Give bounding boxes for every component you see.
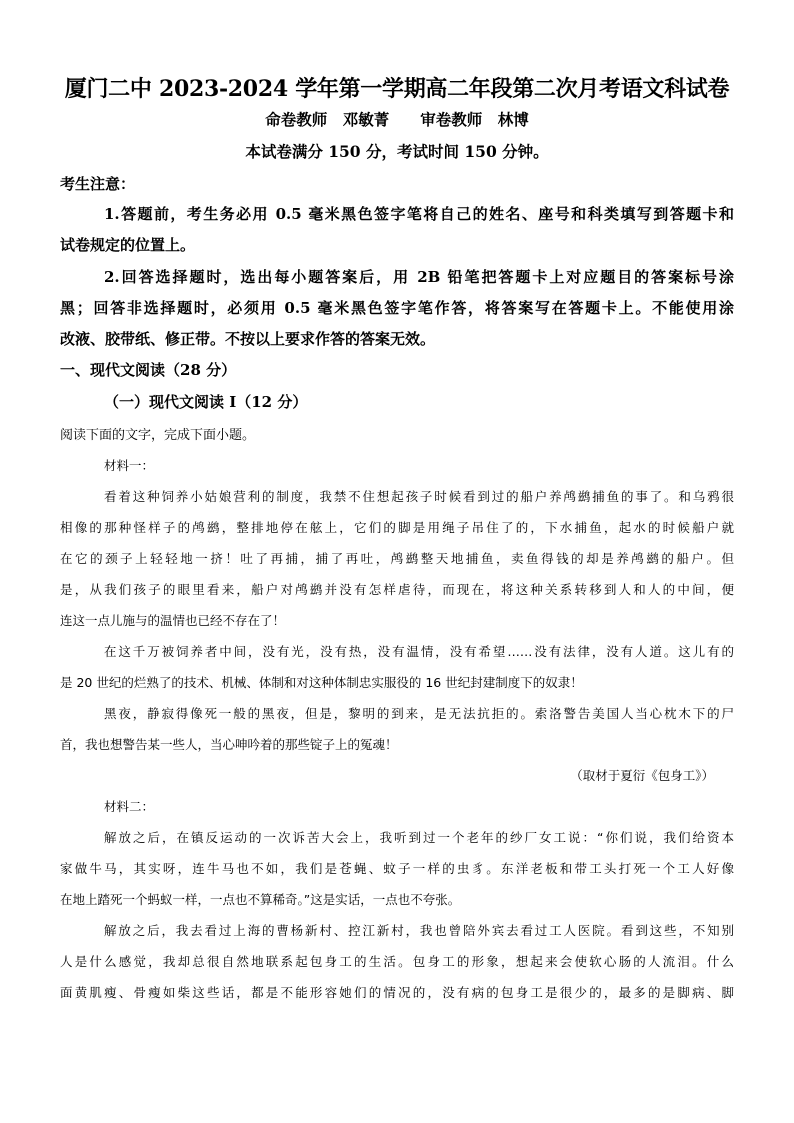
- material-2-para-1-line-2: 家做牛马，其实呀，连牛马也不如，我们是苍蝇、蚊子一样的虫豸。东洋老板和带工头打死一个工人好像: [60, 861, 734, 876]
- notice-item-2-line-1: 2.回答选择题时，选出每小题答案后，用 2B 铅笔把答题卡上对应题目的答案标号涂: [104, 268, 734, 286]
- material-1-source-credit: （取材于夏衍《包身工》）: [570, 768, 714, 783]
- material-2-para-1-line-3: 在地上踏死一个蚂蚁一样，一点也不算稀奇。”这是实话，一点也不夸张。: [60, 892, 461, 907]
- material-2-para-1-line-1: 解放之后，在镇反运动的一次诉苦大会上，我听到过一个老年的纱厂女工说：“你们说，我们给资本: [104, 830, 734, 845]
- notice-heading: 考生注意：: [60, 175, 136, 193]
- teacher-credits: 命卷教师 邓敏菁 审卷教师 林博: [265, 110, 529, 129]
- notice-item-1-line-2: 试卷规定的位置上。: [60, 236, 196, 254]
- material-1-line-1: 看着这种饲养小姑娘营利的制度，我禁不住想起孩子时候看到过的船户养鸬鹚捕鱼的事了。和乌鸦很: [104, 489, 734, 504]
- material-2-para-2-line-1: 解放之后，我去看过上海的曹杨新村、控江新村，我也曾陪外宾去看过工人医院。看到这些，不知别: [104, 923, 734, 938]
- material-1-para-2-line-2: 是 20 世纪的烂熟了的技术、机械、体制和对这种体制忠实服役的 16 世纪封建制度下的奴隶！: [60, 675, 583, 690]
- material-2-para-2-line-2: 人是什么感觉，我却总很自然地联系起包身工的生活。包身工的形象，想起来会使软心肠的人流泪。什么: [60, 954, 734, 969]
- material-1-para-2-line-1: 在这千万被饲养者中间，没有光，没有热，没有温情，没有希望……没有法律，没有人道。这儿有的: [104, 644, 734, 659]
- material-2-label: 材料二：: [104, 799, 155, 814]
- material-1-line-2: 相像的那种怪样子的鸬鹚，整排地停在舷上，它们的脚是用绳子吊住了的，下水捕鱼，起水的时候船户就: [60, 520, 734, 535]
- material-1-line-3: 在它的颈子上轻轻地一挤！吐了再捕，捕了再吐，鸬鹚整天地捕鱼，卖鱼得钱的却是养鸬鹚的船户。但: [60, 551, 734, 566]
- material-1-line-4: 是，从我们孩子的眼里看来，船户对鸬鹚并没有怎样虐待，而现在，将这种关系转移到人和人的中间，便: [60, 582, 734, 597]
- material-2-para-2-line-3: 面黄肌瘦、骨瘦如柴这些话，都是不能形容她们的情况的，没有病的包身工是很少的，最多的是脚病、脚: [60, 985, 734, 1000]
- subsection-heading: （一）现代文阅读 I（12 分）: [104, 393, 308, 411]
- notice-item-2-line-3: 改液、胶带纸、修正带。不按以上要求作答的答案无效。: [60, 330, 436, 348]
- material-1-label: 材料一：: [104, 458, 155, 473]
- reading-instruction: 阅读下面的文字，完成下面小题。: [60, 428, 256, 443]
- notice-item-2-line-2: 黑；回答非选择题时，必须用 0.5 毫米黑色签字笔作答，将答案写在答题卡上。不能使用涂: [60, 299, 734, 317]
- material-1-line-5: 连这一点儿施与的温情也已经不存在了！: [60, 613, 286, 628]
- notice-item-1-line-1: 1.答题前，考生务必用 0.5 毫米黑色签字笔将自己的姓名、座号和科类填写到答题卡和: [104, 205, 734, 223]
- section-heading: 一、现代文阅读（28 分）: [60, 361, 237, 379]
- material-1-para-3-line-2: 首，我也想警告某一些人，当心呻吟着的那些锭子上的冤魂！: [60, 737, 398, 752]
- exam-title: 厦门二中 2023-2024 学年第一学期高二年段第二次月考语文科试卷: [64, 76, 730, 102]
- score-time-note: 本试卷满分 150 分，考试时间 150 分钟。: [245, 142, 549, 161]
- material-1-para-3-line-1: 黑夜，静寂得像死一般的黑夜，但是，黎明的到来，是无法抗拒的。索洛警告美国人当心枕木下的尸: [104, 706, 734, 721]
